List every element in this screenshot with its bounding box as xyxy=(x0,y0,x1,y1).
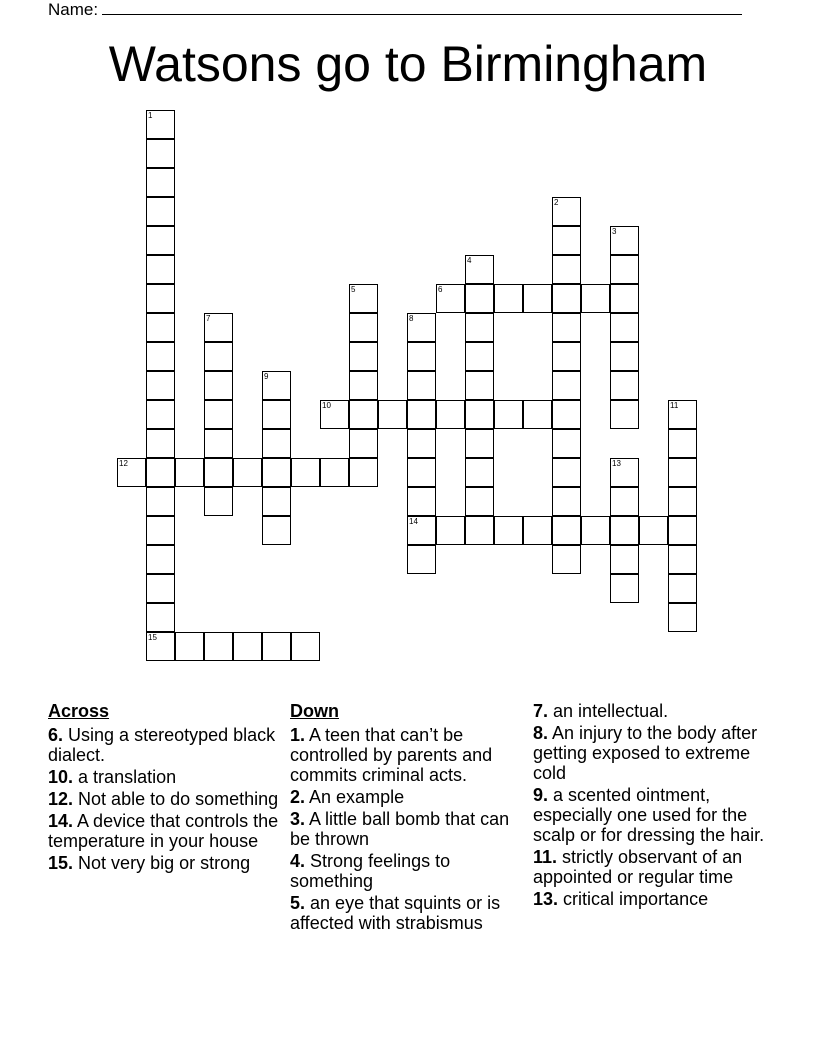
grid-cell[interactable] xyxy=(349,342,378,371)
grid-cell[interactable] xyxy=(668,603,697,632)
grid-cell[interactable] xyxy=(204,400,233,429)
grid-cell[interactable] xyxy=(465,516,494,545)
cell-number: 6 xyxy=(438,285,443,294)
grid-cell[interactable] xyxy=(552,487,581,516)
down-clue-2: 2. An example xyxy=(290,787,405,807)
grid-cell[interactable] xyxy=(262,429,291,458)
across-clue-14: 14. A device that controls the temperature in your house xyxy=(48,811,279,851)
grid-cell[interactable] xyxy=(349,313,378,342)
grid-cell[interactable] xyxy=(146,313,175,342)
grid-cell[interactable] xyxy=(494,284,523,313)
grid-cell[interactable] xyxy=(146,110,175,139)
grid-cell[interactable] xyxy=(465,371,494,400)
down-clue-11: 11. strictly observant of an appointed or regular time xyxy=(533,847,743,887)
grid-cell[interactable] xyxy=(610,371,639,400)
grid-cell[interactable] xyxy=(610,255,639,284)
grid-cell[interactable] xyxy=(552,342,581,371)
grid-cell[interactable] xyxy=(668,400,697,429)
grid-cell[interactable] xyxy=(146,516,175,545)
grid-cell[interactable] xyxy=(204,429,233,458)
across-clue-12: 12. Not able to do something xyxy=(48,789,279,809)
down-heading: Down xyxy=(290,701,339,721)
grid-cell[interactable] xyxy=(465,284,494,313)
grid-cell[interactable] xyxy=(407,371,436,400)
grid-cell[interactable] xyxy=(407,487,436,516)
grid-cell[interactable] xyxy=(552,255,581,284)
grid-cell[interactable] xyxy=(552,429,581,458)
grid-cell[interactable] xyxy=(204,458,233,487)
grid-cell[interactable] xyxy=(668,429,697,458)
grid-cell[interactable] xyxy=(291,458,320,487)
cell-number: 8 xyxy=(409,314,414,323)
grid-cell[interactable] xyxy=(262,516,291,545)
grid-cell[interactable] xyxy=(552,284,581,313)
grid-cell[interactable] xyxy=(552,516,581,545)
grid-cell[interactable] xyxy=(146,139,175,168)
grid-cell[interactable] xyxy=(146,400,175,429)
grid-cell[interactable] xyxy=(610,516,639,545)
across-clue-10: 10. a translation xyxy=(48,767,177,787)
grid-cell[interactable] xyxy=(349,284,378,313)
grid-cell[interactable] xyxy=(465,313,494,342)
grid-cell[interactable] xyxy=(204,371,233,400)
grid-cell[interactable] xyxy=(146,487,175,516)
grid-cell[interactable] xyxy=(407,429,436,458)
grid-cell[interactable] xyxy=(668,545,697,574)
down-clue-4: 4. Strong feelings to something xyxy=(290,851,451,891)
cell-number: 11 xyxy=(670,401,679,410)
across-clues xyxy=(48,701,280,875)
grid-cell[interactable] xyxy=(146,342,175,371)
grid-cell[interactable] xyxy=(494,516,523,545)
grid-cell[interactable] xyxy=(378,400,407,429)
grid-cell[interactable] xyxy=(146,168,175,197)
grid-cell[interactable] xyxy=(204,487,233,516)
grid-cell[interactable] xyxy=(668,487,697,516)
grid-cell[interactable] xyxy=(146,574,175,603)
grid-cell[interactable] xyxy=(349,458,378,487)
across-clue-6: 6. Using a stereotyped black dialect. xyxy=(48,725,276,765)
down-clue-8: 8. An injury to the body after getting exposed to extreme cold xyxy=(533,723,758,783)
grid-cell[interactable] xyxy=(407,458,436,487)
page-title: Watsons go to Birmingham xyxy=(108,36,708,92)
grid-cell[interactable] xyxy=(668,458,697,487)
grid-cell[interactable] xyxy=(552,226,581,255)
grid-cell[interactable] xyxy=(465,400,494,429)
cell-number: 4 xyxy=(467,256,472,265)
down-clue-9: 9. a scented ointment, especially one used for the scalp or for dressing the hair. xyxy=(533,785,765,845)
grid-cell[interactable] xyxy=(146,226,175,255)
grid-cell[interactable] xyxy=(436,516,465,545)
cell-number: 7 xyxy=(206,314,211,323)
grid-cell[interactable] xyxy=(407,400,436,429)
grid-cell[interactable] xyxy=(552,545,581,574)
name-blank-line[interactable] xyxy=(102,0,742,15)
name-field[interactable] xyxy=(48,0,742,20)
grid-cell[interactable] xyxy=(233,458,262,487)
grid-cell[interactable] xyxy=(146,284,175,313)
down-clues-continued xyxy=(533,701,765,911)
grid-cell[interactable] xyxy=(349,400,378,429)
grid-cell[interactable] xyxy=(465,429,494,458)
grid-cell[interactable] xyxy=(262,400,291,429)
grid-cell[interactable] xyxy=(610,313,639,342)
grid-cell[interactable] xyxy=(262,371,291,400)
grid-cell[interactable] xyxy=(610,226,639,255)
grid-cell[interactable] xyxy=(204,313,233,342)
grid-cell[interactable] xyxy=(610,574,639,603)
grid-cell[interactable] xyxy=(349,429,378,458)
cell-number: 3 xyxy=(612,227,617,236)
grid-cell[interactable] xyxy=(175,458,204,487)
down-clue-1: 1. A teen that can’t be controlled by parents and commits criminal acts. xyxy=(290,725,493,785)
cell-number: 13 xyxy=(612,459,621,468)
across-heading: Across xyxy=(48,701,110,721)
grid-cell[interactable] xyxy=(262,487,291,516)
grid-cell[interactable] xyxy=(146,197,175,226)
grid-cell[interactable] xyxy=(465,342,494,371)
grid-cell[interactable] xyxy=(262,458,291,487)
cell-number: 10 xyxy=(322,401,331,410)
grid-cell[interactable] xyxy=(668,574,697,603)
grid-cell[interactable] xyxy=(436,400,465,429)
grid-cell[interactable] xyxy=(407,313,436,342)
grid-cell[interactable] xyxy=(552,400,581,429)
grid-cell[interactable] xyxy=(523,516,552,545)
grid-cell[interactable] xyxy=(552,313,581,342)
grid-cell[interactable] xyxy=(233,632,262,661)
grid-cell[interactable] xyxy=(523,400,552,429)
grid-cell[interactable] xyxy=(146,545,175,574)
grid-cell[interactable] xyxy=(668,516,697,545)
grid-cell[interactable] xyxy=(320,458,349,487)
down-clue-13: 13. critical importance xyxy=(533,889,709,909)
grid-cell[interactable] xyxy=(204,632,233,661)
grid-cell[interactable] xyxy=(523,284,552,313)
grid-cell[interactable] xyxy=(117,458,146,487)
grid-cell[interactable] xyxy=(146,429,175,458)
grid-cell[interactable] xyxy=(146,632,175,661)
cell-number: 5 xyxy=(351,285,356,294)
grid-cell[interactable] xyxy=(465,487,494,516)
grid-cell[interactable] xyxy=(349,371,378,400)
grid-cell[interactable] xyxy=(610,487,639,516)
grid-cell[interactable] xyxy=(407,342,436,371)
cell-number: 1 xyxy=(148,111,153,120)
grid-cell[interactable] xyxy=(610,545,639,574)
grid-cell[interactable] xyxy=(494,400,523,429)
grid-cell[interactable] xyxy=(436,284,465,313)
grid-cell[interactable] xyxy=(581,284,610,313)
grid-cell[interactable] xyxy=(407,545,436,574)
down-clue-7: 7. an intellectual. xyxy=(533,701,669,721)
grid-cell[interactable] xyxy=(552,197,581,226)
grid-cell[interactable] xyxy=(610,284,639,313)
grid-cell[interactable] xyxy=(291,632,320,661)
name-label: Name: xyxy=(48,0,99,19)
grid-cell[interactable] xyxy=(175,632,204,661)
grid-cell[interactable] xyxy=(262,632,291,661)
grid-cell[interactable] xyxy=(465,458,494,487)
down-clue-5: 5. an eye that squints or is affected with strabismus xyxy=(290,893,501,933)
grid-cell[interactable] xyxy=(639,516,668,545)
cell-number: 2 xyxy=(554,198,559,207)
grid-cell[interactable] xyxy=(146,458,175,487)
grid-cell[interactable] xyxy=(146,371,175,400)
grid-cell[interactable] xyxy=(610,400,639,429)
grid-cell[interactable] xyxy=(610,458,639,487)
cell-number: 9 xyxy=(264,372,269,381)
cell-number: 12 xyxy=(119,459,128,468)
cell-number: 15 xyxy=(148,633,157,642)
across-clue-15: 15. Not very big or strong xyxy=(48,853,251,873)
down-clue-3: 3. A little ball bomb that can be thrown xyxy=(290,809,510,849)
cell-number: 14 xyxy=(409,517,418,526)
grid-cell[interactable] xyxy=(552,371,581,400)
grid-cell[interactable] xyxy=(320,400,349,429)
grid-cell[interactable] xyxy=(204,342,233,371)
grid-cell[interactable] xyxy=(407,516,436,545)
grid-cell[interactable] xyxy=(465,255,494,284)
grid-cell[interactable] xyxy=(146,603,175,632)
down-clues xyxy=(290,701,526,935)
grid-cell[interactable] xyxy=(610,342,639,371)
grid-cell[interactable] xyxy=(552,458,581,487)
grid-cell[interactable] xyxy=(581,516,610,545)
grid-cell[interactable] xyxy=(146,255,175,284)
